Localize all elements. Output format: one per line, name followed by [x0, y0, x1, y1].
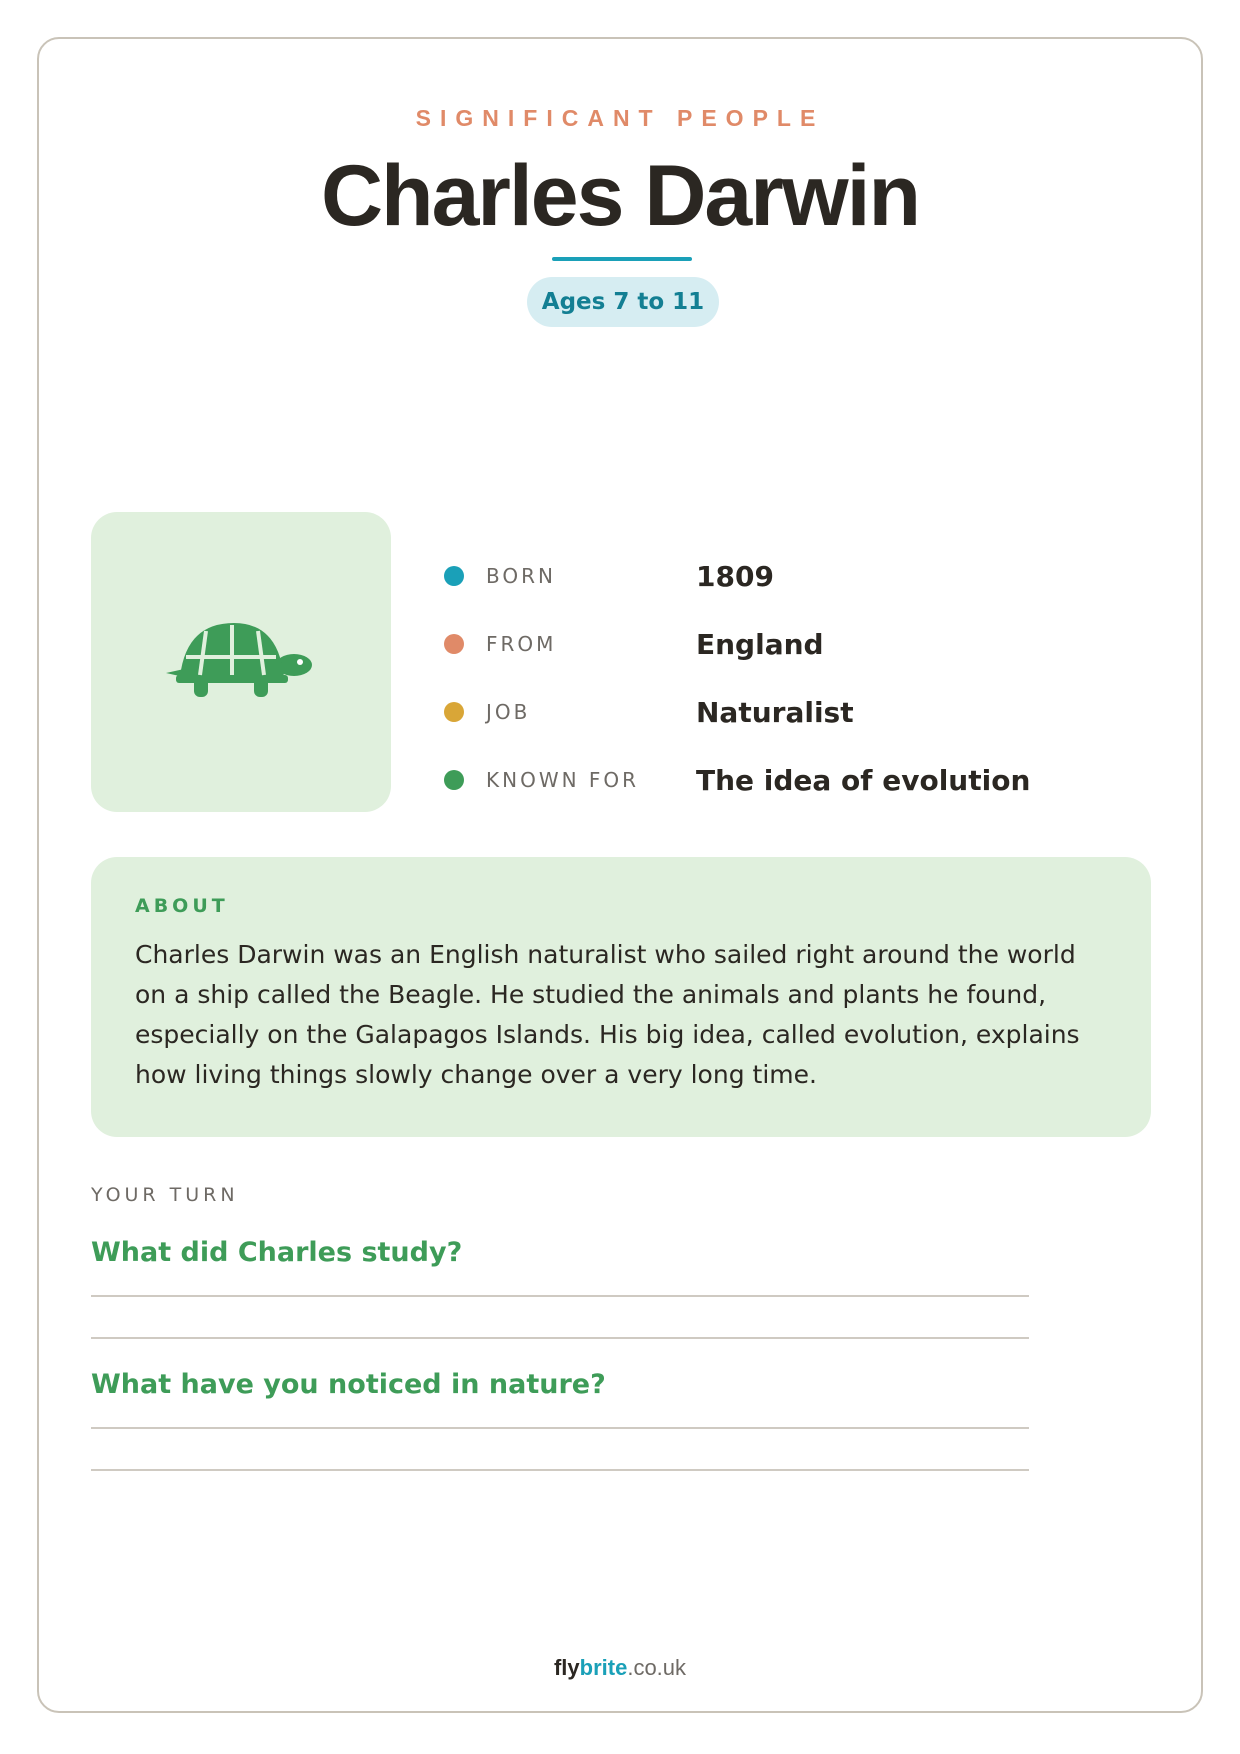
- answer-line[interactable]: [91, 1295, 1029, 1297]
- question-2: What have you noticed in nature?: [91, 1369, 606, 1400]
- brand-fly: fly: [553, 1655, 580, 1680]
- bullet-dot: [444, 702, 464, 722]
- fact-list: [444, 542, 1164, 814]
- worksheet-page: [37, 37, 1203, 1713]
- brand-brite: brite: [579, 1655, 628, 1680]
- fact-row-from: [444, 610, 1164, 678]
- fact-label: FROM: [486, 632, 557, 656]
- bullet-dot: [444, 566, 464, 586]
- fact-label: JOB: [486, 700, 531, 724]
- fact-label: KNOWN FOR: [486, 768, 640, 792]
- answer-line[interactable]: [91, 1337, 1029, 1339]
- answer-line[interactable]: [91, 1469, 1029, 1471]
- fact-row-born: [444, 542, 1164, 610]
- page-title: Charles Darwin: [320, 148, 920, 244]
- fact-value: 1809: [696, 559, 774, 593]
- fact-label: BORN: [486, 564, 556, 588]
- fact-value: England: [696, 627, 824, 661]
- bullet-dot: [444, 770, 464, 790]
- illustration-card: [91, 512, 391, 812]
- question-1: What did Charles study?: [91, 1237, 463, 1268]
- fact-value: The idea of evolution: [696, 763, 1031, 797]
- fact-value: Naturalist: [696, 695, 854, 729]
- page-eyebrow: SIGNIFICANT PEOPLE: [415, 105, 825, 131]
- age-range-badge: Ages 7 to 11: [527, 277, 719, 327]
- tortoise-icon: [166, 617, 316, 707]
- about-panel: [91, 857, 1151, 1137]
- footer-brand: [39, 1655, 1201, 1681]
- fact-row-job: [444, 678, 1164, 746]
- bullet-dot: [444, 634, 464, 654]
- title-underline: [552, 257, 692, 261]
- about-heading: ABOUT: [135, 895, 229, 917]
- about-paragraph: Charles Darwin was an English naturalist who sailed right around the world on a ship called the Beagle. He studied the animals and plants he found, especially on the Galapagos Islands. His big idea, called evolution, explains how living things slowly change over a very long time.: [135, 940, 1080, 1089]
- answer-line[interactable]: [91, 1427, 1029, 1429]
- brand-domain: .co.uk: [627, 1655, 687, 1680]
- fact-row-known-for: [444, 746, 1164, 814]
- your-turn-heading: YOUR TURN: [91, 1184, 239, 1206]
